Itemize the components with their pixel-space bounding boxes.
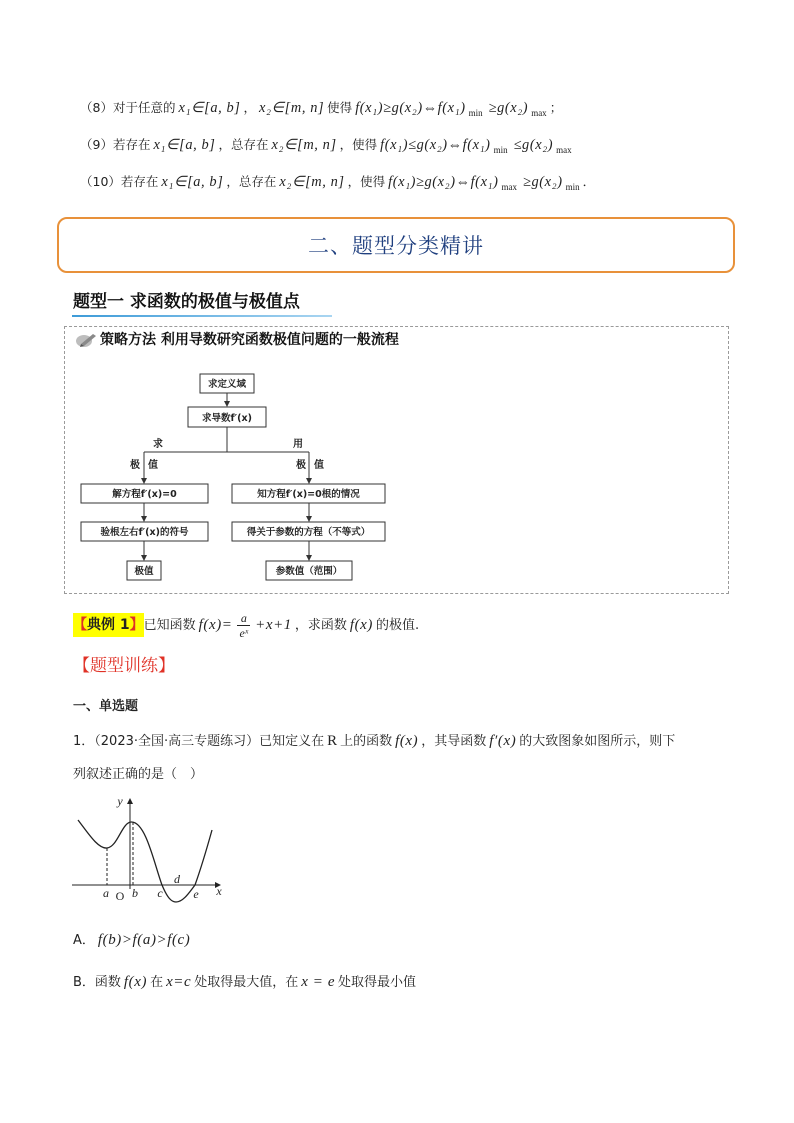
math-expression: f(x₁)≤g(x₂)⇔f(x₁) — [380, 137, 491, 153]
section-title: 二、题型分类精讲 — [308, 234, 484, 258]
text-run: 列叙述正确的是（ ） — [73, 767, 204, 782]
text-run: 的大致图象如图所示，则下 — [519, 734, 676, 749]
flow-node-verify-label: 验根左右f′(x)的符号 — [100, 527, 189, 538]
text-run: 已知函数 — [143, 617, 196, 633]
math-expression: f(x) — [395, 733, 419, 749]
condition-line-9 — [80, 135, 575, 160]
flow-node-domain-label: 求定义域 — [207, 379, 247, 390]
example-open-bracket: 【 — [73, 617, 87, 633]
math-subscript: max — [531, 108, 547, 119]
text-run: 1．（2023·全国·高三专题练习）已知定义在 — [73, 734, 325, 749]
math-expression: x₁∈[a, b] — [178, 100, 241, 116]
text-run: 在 — [150, 975, 164, 990]
right-branch-label-right: 值 — [314, 460, 324, 471]
graph-label-x: x — [216, 884, 222, 898]
math-expression: ≥g(x₂) — [523, 174, 563, 190]
section-title-box — [57, 217, 735, 273]
flow-node-derivative-label: 求导数f′(x) — [202, 413, 252, 424]
example-label-highlight — [73, 613, 144, 637]
graph-label-e: e — [193, 887, 199, 901]
text-run: ． — [582, 174, 596, 189]
math-subscript: max — [501, 182, 518, 193]
graph-label-origin: O — [115, 889, 125, 903]
fraction-numerator: a — [240, 610, 247, 625]
flow-node-param-eq-label: 得关于参数的方程（不等式） — [246, 527, 371, 538]
math-expression: f′(x) — [489, 733, 517, 749]
question-1-line-1 — [73, 731, 675, 752]
single-choice-title: 一、单选题 — [73, 699, 139, 714]
graph-label-c: c — [157, 886, 163, 900]
math-expression: x₂∈[m, n] — [271, 137, 337, 153]
derivative-curve — [78, 820, 212, 902]
left-branch-label-left: 极 — [130, 460, 140, 471]
topic-heading: 题型一 求函数的极值与极值点 — [73, 292, 300, 312]
text-run: B．函数 — [73, 975, 121, 990]
math-subscript: max — [556, 145, 572, 156]
math-subscript: min — [468, 108, 483, 119]
strategy-box — [64, 326, 729, 594]
left-branch-label-right: 值 — [148, 460, 158, 471]
fraction — [237, 612, 250, 639]
fraction-denominator: eˣ — [239, 625, 249, 640]
example-label: 典例 1 — [87, 617, 130, 633]
math-expression: f(x)= — [198, 616, 233, 633]
text-run: ，其导函数 — [421, 734, 487, 749]
text-run: ，使得 — [347, 174, 386, 189]
math-expression: x₁∈[a, b] — [161, 174, 224, 190]
text-run: 处取得最小值 — [338, 975, 417, 990]
text-run: 上的函数 — [340, 734, 393, 749]
right-branch-label-top: 用 — [293, 439, 303, 450]
text-run: A． — [73, 933, 95, 948]
text-run: 的极值. — [376, 617, 420, 633]
strategy-title: 策略方法 利用导数研究函数极值问题的一般流程 — [100, 332, 399, 348]
math-expression: +x+1 — [255, 616, 292, 633]
math-expression: ≤g(x₂) — [513, 137, 554, 153]
pencil-hand-icon — [75, 332, 97, 348]
option-a — [73, 930, 193, 951]
text-run: ， — [243, 100, 256, 115]
flow-node-solve-label: 解方程f′(x)=0 — [112, 489, 177, 500]
text-run: ； — [549, 100, 563, 115]
right-branch-label-left: 极 — [296, 460, 306, 471]
text-run: （10）若存在 — [80, 174, 159, 189]
text-run: ，总存在 — [218, 137, 269, 152]
math-subscript: min — [565, 182, 580, 193]
condition-line-10 — [80, 172, 595, 197]
text-run: 处取得最大值，在 — [194, 975, 299, 990]
example-statement — [144, 612, 420, 639]
graph-label-a: a — [103, 886, 109, 900]
training-title: 【题型训练】 — [73, 656, 175, 676]
flow-node-extreme-label: 极值 — [134, 566, 154, 577]
graph-label-y: y — [117, 794, 123, 808]
graph-label-b: b — [132, 886, 138, 900]
flowchart — [76, 366, 396, 586]
topic-underline — [72, 315, 332, 317]
question-1-line-2 — [73, 765, 203, 785]
derivative-graph — [70, 793, 225, 908]
math-subscript: min — [493, 145, 508, 156]
graph-label-d: d — [174, 872, 180, 886]
option-b — [73, 972, 416, 993]
example-1 — [73, 612, 419, 638]
text-run: ，使得 — [339, 137, 378, 152]
text-run: ，总存在 — [226, 174, 277, 189]
left-branch-label-top: 求 — [153, 439, 163, 450]
math-expression: x=c — [166, 974, 192, 990]
math-expression: x₁∈[a, b] — [153, 137, 216, 153]
math-expression: f(b)>f(a)>f(c) — [97, 932, 191, 948]
text-run: （8）对于任意的 — [80, 100, 176, 115]
math-expression: f(x) — [123, 974, 148, 990]
condition-line-8 — [80, 98, 562, 123]
text-run: 使得 — [327, 100, 353, 115]
math-expression: f(x₁)≥g(x₂)⇔f(x₁) — [388, 174, 499, 190]
flow-node-know-label: 知方程f′(x)=0根的情况 — [257, 489, 360, 500]
math-expression: f(x) — [349, 616, 373, 633]
flow-node-param-value-label: 参数值（范围） — [275, 566, 343, 577]
math-expression: x₂∈[m, n] — [258, 100, 325, 116]
math-expression: ≥g(x₂) — [488, 100, 529, 116]
math-expression: x₂∈[m, n] — [279, 174, 345, 190]
math-expression: f(x₁)≥g(x₂)⇔f(x₁) — [355, 100, 466, 116]
text-run: （9）若存在 — [80, 137, 151, 152]
example-close-bracket: 】 — [129, 617, 144, 633]
math-symbol: R — [327, 733, 338, 749]
math-expression: x = e — [301, 974, 336, 990]
text-run: ，求函数 — [294, 617, 347, 633]
